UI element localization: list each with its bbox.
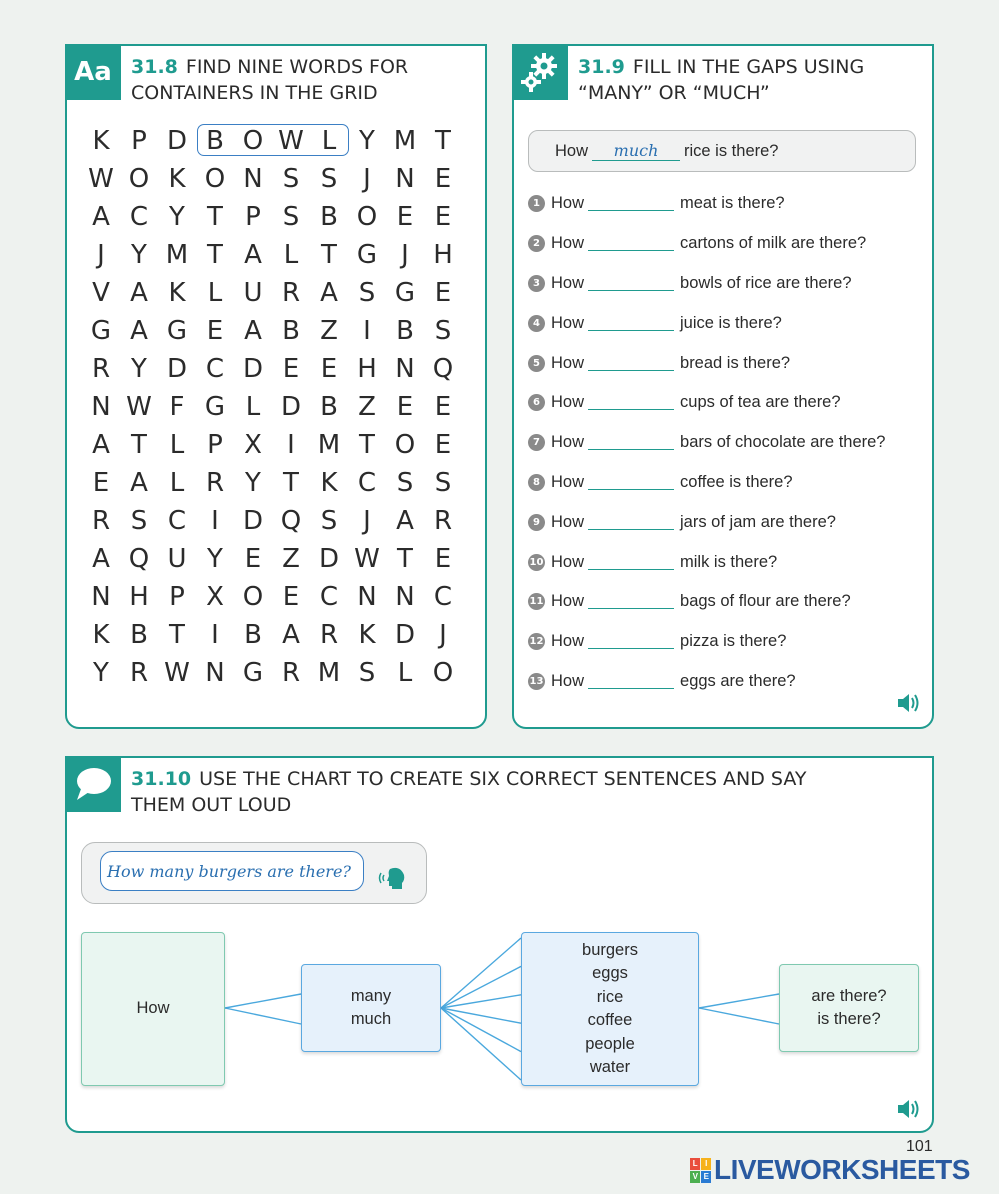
question-prefix: How xyxy=(551,552,585,571)
answer-blank[interactable] xyxy=(588,316,674,331)
grid-letter[interactable]: Y xyxy=(359,126,375,156)
question-number: 13 xyxy=(528,673,545,690)
chart-option: are there? xyxy=(811,986,887,1005)
grid-letter[interactable]: G xyxy=(166,316,188,346)
example-sentence: How much rice is there? xyxy=(528,130,916,172)
chart-box-nouns xyxy=(521,932,699,1086)
grid-letter[interactable]: Y xyxy=(245,468,261,498)
grid-letter[interactable]: A xyxy=(92,544,110,574)
grid-letter[interactable]: I xyxy=(363,316,371,346)
grid-letter[interactable]: V xyxy=(92,278,110,308)
grid-letter[interactable]: K xyxy=(358,620,376,650)
question-prefix: How xyxy=(551,433,585,452)
gaps-panel xyxy=(512,44,934,729)
question-number: 11 xyxy=(528,593,545,610)
example-speech: How many burgers are there? xyxy=(100,851,364,891)
grid-letter[interactable]: Q xyxy=(280,506,302,536)
grid-letter[interactable]: L xyxy=(169,430,185,460)
question-item xyxy=(528,622,885,662)
grid-letter[interactable]: E xyxy=(92,468,110,498)
answer-blank[interactable] xyxy=(588,475,674,490)
grid-letter[interactable]: W xyxy=(88,164,114,194)
speaking-head-icon xyxy=(378,865,408,895)
grid-letter[interactable]: K xyxy=(168,278,186,308)
grid-letter[interactable]: J xyxy=(363,506,371,536)
grid-letter[interactable]: Q xyxy=(432,354,454,384)
question-text: eggs are there? xyxy=(680,671,796,690)
chart-option: is there? xyxy=(817,1010,881,1028)
grid-letter[interactable]: S xyxy=(358,658,376,688)
brand-mark-icon: L I V E xyxy=(690,1158,711,1183)
grid-letter[interactable]: S xyxy=(358,278,376,308)
question-text: cartons of milk are there? xyxy=(680,234,867,253)
grid-letter[interactable]: H xyxy=(129,582,149,612)
grid-letter[interactable]: B xyxy=(396,316,414,346)
grid-letter[interactable]: D xyxy=(242,506,264,536)
answer-blank[interactable] xyxy=(588,555,674,570)
grid-letter[interactable]: K xyxy=(168,164,186,194)
grid-letter[interactable]: K xyxy=(92,620,110,650)
grid-letter[interactable]: A xyxy=(130,468,148,498)
grid-letter[interactable]: E xyxy=(434,202,452,232)
grid-letter[interactable]: P xyxy=(131,126,147,156)
wordsearch-panel xyxy=(65,44,487,729)
connector-line xyxy=(225,994,301,1008)
grid-letter[interactable]: L xyxy=(397,658,413,688)
grid-letter[interactable]: W xyxy=(278,126,304,156)
question-item xyxy=(528,184,885,224)
grid-letter[interactable]: E xyxy=(434,164,452,194)
grid-letter[interactable]: N xyxy=(91,582,111,612)
chart-option: eggs xyxy=(592,964,628,982)
audio-speaker-icon[interactable] xyxy=(896,692,920,719)
grid-letter[interactable]: B xyxy=(320,392,338,422)
grid-letter[interactable]: E xyxy=(434,544,452,574)
chart-box-quantifiers xyxy=(301,964,441,1052)
grid-letter[interactable]: E xyxy=(434,430,452,460)
grid-letter[interactable]: B xyxy=(130,620,148,650)
answer-blank[interactable] xyxy=(588,435,674,450)
grid-letter[interactable]: E xyxy=(244,544,262,574)
grid-letter[interactable]: C xyxy=(167,506,187,536)
connector-line xyxy=(441,1008,521,1052)
question-prefix: How xyxy=(551,353,585,372)
grid-letter[interactable]: K xyxy=(320,468,338,498)
question-number: 4 xyxy=(528,315,545,332)
grid-letter[interactable]: X xyxy=(206,582,224,612)
question-text: bags of flour are there? xyxy=(680,592,851,611)
connector-line xyxy=(225,1008,301,1024)
grid-letter[interactable]: C xyxy=(205,354,225,384)
chart-box-how: How xyxy=(81,932,225,1086)
grid-letter[interactable]: M xyxy=(393,126,417,156)
grid-letter[interactable]: G xyxy=(394,278,416,308)
grid-letter[interactable]: B xyxy=(206,126,224,156)
question-number: 6 xyxy=(528,394,545,411)
grid-letter[interactable]: E xyxy=(282,354,300,384)
question-item xyxy=(528,423,885,463)
grid-letter[interactable]: N xyxy=(243,164,263,194)
wordsearch-title: 31.8 FIND NINE WORDS FOR CONTAINERS IN THE GRID xyxy=(131,56,409,104)
chart-option: burgers xyxy=(582,940,638,959)
grid-letter[interactable]: S xyxy=(282,202,300,232)
grid-letter[interactable]: W xyxy=(164,658,190,688)
grid-letter[interactable]: J xyxy=(401,240,409,270)
grid-letter[interactable]: A xyxy=(320,278,338,308)
grid-letter[interactable]: H xyxy=(357,354,377,384)
grid-letter[interactable]: C xyxy=(129,202,149,232)
grid-letter[interactable]: D xyxy=(166,126,188,156)
grid-letter[interactable]: T xyxy=(321,240,337,270)
question-text: coffee is there? xyxy=(680,472,793,491)
grid-letter[interactable]: R xyxy=(129,658,149,688)
exercise-number: 31.8 xyxy=(131,56,178,78)
grid-letter[interactable]: R xyxy=(91,354,111,384)
chart-title: 31.10 USE THE CHART TO CREATE SIX CORRECT SENTENCES AND SAY THEM OUT LOUD xyxy=(131,768,807,816)
grid-letter[interactable]: R xyxy=(319,620,339,650)
answer-blank[interactable] xyxy=(588,515,674,530)
question-number: 5 xyxy=(528,355,545,372)
grid-letter[interactable]: S xyxy=(434,316,452,346)
exercise-number: 31.9 xyxy=(578,56,625,78)
speech-bubble-icon xyxy=(65,756,121,812)
grid-letter[interactable]: G xyxy=(204,392,226,422)
question-item xyxy=(528,224,885,264)
chart-option: people xyxy=(585,1034,635,1053)
chart-option: rice xyxy=(596,987,624,1006)
question-prefix: How xyxy=(551,472,585,491)
question-text: juice is there? xyxy=(680,313,782,332)
grid-letter[interactable]: Z xyxy=(282,544,300,574)
grid-letter[interactable]: J xyxy=(439,620,447,650)
answer-blank[interactable] xyxy=(588,276,674,291)
grid-letter[interactable]: J xyxy=(363,164,371,194)
grid-letter[interactable]: S xyxy=(434,468,452,498)
question-text: meat is there? xyxy=(680,194,785,213)
grid-letter[interactable]: T xyxy=(169,620,185,650)
question-prefix: How xyxy=(551,592,585,611)
grid-letter[interactable]: X xyxy=(244,430,262,460)
answer-blank[interactable] xyxy=(588,356,674,371)
chart-option: much xyxy=(350,1010,392,1028)
grid-letter[interactable]: O xyxy=(204,164,226,194)
grid-letter[interactable]: A xyxy=(92,430,110,460)
grid-letter[interactable]: I xyxy=(211,620,219,650)
chart-panel xyxy=(65,756,934,1133)
question-number: 2 xyxy=(528,235,545,252)
grid-letter[interactable]: Y xyxy=(131,354,147,384)
connector-line xyxy=(699,994,779,1008)
grid-letter[interactable]: O xyxy=(356,202,378,232)
question-number: 1 xyxy=(528,195,545,212)
question-item xyxy=(528,303,885,343)
grid-letter[interactable]: B xyxy=(320,202,338,232)
question-item xyxy=(528,343,885,383)
question-text: cups of tea are there? xyxy=(680,393,841,412)
question-text: bowls of rice are there? xyxy=(680,273,852,292)
question-text: bars of chocolate are there? xyxy=(680,433,886,452)
question-item xyxy=(528,264,885,304)
question-item xyxy=(528,542,885,582)
grid-letter[interactable]: Y xyxy=(131,240,147,270)
example-answer: much xyxy=(592,142,680,161)
question-number: 3 xyxy=(528,275,545,292)
vocabulary-icon: Aa xyxy=(65,44,121,100)
grid-letter[interactable]: P xyxy=(169,582,185,612)
question-list xyxy=(528,184,885,701)
grid-letter[interactable]: Q xyxy=(128,544,150,574)
grid-letter[interactable]: W xyxy=(354,544,380,574)
grid-letter[interactable]: S xyxy=(320,506,338,536)
question-item xyxy=(528,582,885,622)
grid-letter[interactable]: L xyxy=(245,392,261,422)
question-prefix: How xyxy=(551,393,585,412)
grid-letter[interactable]: E xyxy=(206,316,224,346)
grid-letter[interactable]: B xyxy=(282,316,300,346)
answer-blank[interactable] xyxy=(588,594,674,609)
chart-box-verbs xyxy=(779,964,919,1052)
question-item xyxy=(528,502,885,542)
grid-letter[interactable]: S xyxy=(396,468,414,498)
page-number: 101 xyxy=(906,1138,933,1155)
grid-letter[interactable]: F xyxy=(169,392,185,422)
grid-letter[interactable]: S xyxy=(282,164,300,194)
grid-letter[interactable]: Z xyxy=(358,392,376,422)
grid-letter[interactable]: H xyxy=(433,240,453,270)
grid-letter[interactable]: B xyxy=(244,620,262,650)
grid-letter[interactable]: D xyxy=(280,392,302,422)
question-number: 8 xyxy=(528,474,545,491)
answer-blank[interactable] xyxy=(588,196,674,211)
gear-icon xyxy=(512,44,568,100)
question-item xyxy=(528,463,885,503)
grid-letter[interactable]: N xyxy=(395,354,415,384)
grid-letter[interactable]: T xyxy=(207,202,223,232)
question-prefix: How xyxy=(551,671,585,690)
grid-letter[interactable]: N xyxy=(205,658,225,688)
question-number: 7 xyxy=(528,434,545,451)
answer-blank[interactable] xyxy=(588,395,674,410)
grid-letter[interactable]: O xyxy=(242,126,264,156)
question-number: 12 xyxy=(528,633,545,650)
grid-letter[interactable]: T xyxy=(207,240,223,270)
answer-blank[interactable] xyxy=(588,236,674,251)
chart-option: coffee xyxy=(587,1011,633,1029)
grid-letter[interactable]: P xyxy=(207,430,223,460)
question-prefix: How xyxy=(551,632,585,651)
grid-letter[interactable]: M xyxy=(165,240,189,270)
grid-letter[interactable]: K xyxy=(92,126,110,156)
grid-letter[interactable]: A xyxy=(130,278,148,308)
grid-letter[interactable]: C xyxy=(357,468,377,498)
grid-letter[interactable]: S xyxy=(320,164,338,194)
grid-letter[interactable]: E xyxy=(320,354,338,384)
grid-letter[interactable]: M xyxy=(317,658,341,688)
chart-option: water xyxy=(589,1058,631,1076)
connector-line xyxy=(441,1008,521,1023)
connector-line xyxy=(441,938,521,1008)
question-text: pizza is there? xyxy=(680,632,787,651)
grid-letter[interactable]: O xyxy=(432,658,454,688)
grid-letter[interactable]: A xyxy=(92,202,110,232)
grid-letter[interactable]: D xyxy=(394,620,416,650)
grid-letter[interactable]: C xyxy=(319,582,339,612)
grid-letter[interactable]: R xyxy=(281,278,301,308)
grid-letter[interactable]: I xyxy=(287,430,295,460)
grid-letter[interactable]: A xyxy=(244,240,262,270)
question-prefix: How xyxy=(551,194,585,213)
grid-letter[interactable]: E xyxy=(434,392,452,422)
grid-letter[interactable]: Z xyxy=(320,316,338,346)
question-item xyxy=(528,662,885,702)
grid-letter[interactable]: T xyxy=(131,430,147,460)
grid-letter[interactable]: D xyxy=(166,354,188,384)
grid-letter[interactable]: O xyxy=(128,164,150,194)
question-prefix: How xyxy=(551,273,585,292)
question-prefix: How xyxy=(551,512,585,531)
grid-letter[interactable]: G xyxy=(90,316,112,346)
grid-letter[interactable]: J xyxy=(97,240,105,270)
question-text: jars of jam are there? xyxy=(680,512,836,531)
chart-option: many xyxy=(350,986,392,1005)
grid-letter[interactable]: W xyxy=(126,392,152,422)
grid-letter[interactable]: A xyxy=(282,620,300,650)
grid-letter[interactable]: E xyxy=(396,392,414,422)
grid-letter[interactable]: N xyxy=(91,392,111,422)
grid-letter[interactable]: N xyxy=(395,164,415,194)
grid-letter[interactable]: L xyxy=(207,278,223,308)
grid-letter[interactable]: T xyxy=(359,430,375,460)
grid-letter[interactable]: Y xyxy=(207,544,223,574)
question-text: milk is there? xyxy=(680,552,778,571)
grid-letter[interactable]: A xyxy=(396,506,414,536)
gaps-title: 31.9 FILL IN THE GAPS USING “MANY” OR “MUCH” xyxy=(578,56,865,104)
grid-letter[interactable]: G xyxy=(242,658,264,688)
grid-letter[interactable]: C xyxy=(433,582,453,612)
grid-letter[interactable]: R xyxy=(281,658,301,688)
grid-letter[interactable]: S xyxy=(130,506,148,536)
audio-speaker-icon[interactable] xyxy=(896,1098,920,1125)
question-number: 9 xyxy=(528,514,545,531)
example-bubble xyxy=(81,842,427,904)
question-number: 10 xyxy=(528,554,545,571)
letter-grid xyxy=(82,122,462,692)
answer-blank[interactable] xyxy=(588,634,674,649)
grid-letter[interactable]: A xyxy=(244,316,262,346)
exercise-number: 31.10 xyxy=(131,768,192,790)
question-prefix: How xyxy=(551,313,585,332)
grid-letter[interactable]: N xyxy=(357,582,377,612)
connector-line xyxy=(699,1008,779,1024)
grid-letter[interactable]: E xyxy=(434,278,452,308)
grid-letter[interactable]: L xyxy=(283,240,299,270)
grid-letter[interactable]: R xyxy=(433,506,453,536)
grid-letter[interactable]: L xyxy=(321,126,337,156)
connector-line xyxy=(441,966,521,1008)
grid-letter[interactable]: Y xyxy=(169,202,185,232)
connector-line xyxy=(441,1008,521,1080)
grid-letter[interactable]: P xyxy=(245,202,261,232)
grid-letter[interactable]: N xyxy=(395,582,415,612)
grid-letter[interactable]: L xyxy=(169,468,185,498)
grid-letter[interactable]: U xyxy=(243,278,263,308)
grid-letter[interactable]: O xyxy=(242,582,264,612)
grid-letter[interactable]: D xyxy=(318,544,340,574)
brand-logo[interactable]: L I V E LIVEWORKSHEETS xyxy=(690,1154,970,1186)
grid-letter[interactable]: T xyxy=(283,468,299,498)
question-prefix: How xyxy=(551,234,585,253)
grid-letter[interactable]: T xyxy=(435,126,451,156)
answer-blank[interactable] xyxy=(588,674,674,689)
grid-letter[interactable]: D xyxy=(242,354,264,384)
grid-letter[interactable]: Y xyxy=(93,658,109,688)
grid-letter[interactable]: R xyxy=(91,506,111,536)
grid-letter[interactable]: E xyxy=(282,582,300,612)
grid-letter[interactable]: T xyxy=(397,544,413,574)
connector-line xyxy=(441,995,521,1008)
grid-letter[interactable]: G xyxy=(356,240,378,270)
grid-letter[interactable]: O xyxy=(394,430,416,460)
grid-letter[interactable]: I xyxy=(211,506,219,536)
grid-letter[interactable]: R xyxy=(205,468,225,498)
question-item xyxy=(528,383,885,423)
grid-letter[interactable]: M xyxy=(317,430,341,460)
question-text: bread is there? xyxy=(680,353,791,372)
grid-letter[interactable]: E xyxy=(396,202,414,232)
grid-letter[interactable]: A xyxy=(130,316,148,346)
grid-letter[interactable]: U xyxy=(167,544,187,574)
